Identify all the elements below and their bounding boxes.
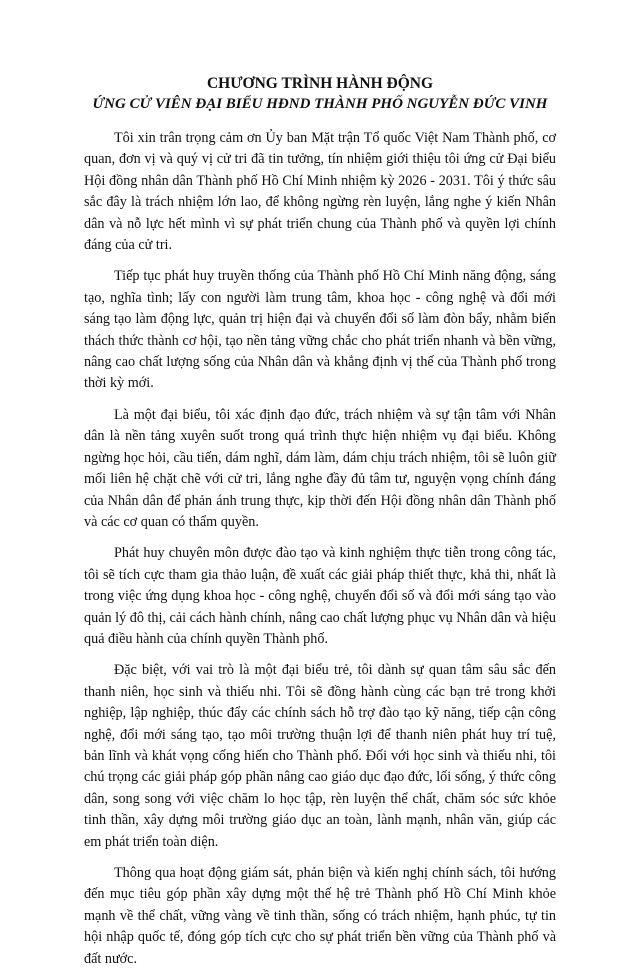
paragraph-3: Là một đại biểu, tôi xác định đạo đức, trách nhiệm và sự tận tâm với Nhân dân là nền tảng xuyên suốt trong quá trình thực hiện nhiệm vụ đại biểu. Không ngừng học hỏi, cầu tiến, dám nghĩ, dám làm, dám chịu trách nhiệm, tôi sẽ luôn giữ mối liên hệ chặt chẽ với cử tri, lắng nghe đầy đủ tâm tư, nguyện vọng chính đáng của Nhân dân để phản ánh trung thực, kịp thời đến Hội đồng nhân dân Thành phố và các cơ quan có thẩm quyền. [84,406,556,530]
document-title: CHƯƠNG TRÌNH HÀNH ĐỘNG [206,75,434,92]
paragraph-5: Đặc biệt, với vai trò là một đại biểu trẻ, tôi dành sự quan tâm sâu sắc đến thanh niên, học sinh và thiếu nhi. Tôi sẽ đồng hành cùng các bạn trẻ trong khởi nghiệp, lập nghiệp, thúc đẩy các chính sách hỗ trợ đào tạo kỹ năng, tiếp cận công nghệ, đổi mới sáng tạo, tạo môi trường thuận lợi để thanh niên phát huy trí tuệ, bản lĩnh và khát vọng cống hiến cho Thành phố. Đối với học sinh và thiếu nhi, tôi chú trọng các giải pháp góp phần nâng cao giáo dục đạo đức, lối sống, ý thức công dân, song song với việc chăm lo học tập, rèn luyện thể chất, chăm sóc sức khỏe tinh thần, xây dựng môi trường giáo dục an toàn, lành mạnh, nhân văn, giúp các em phát triển toàn diện. [84,662,556,850]
paragraph-1: Tôi xin trân trọng cảm ơn Ủy ban Mặt trận Tổ quốc Việt Nam Thành phố, cơ quan, đơn vị và quý vị cử tri đã tin tưởng, tín nhiệm giới thiệu tôi ứng cử Đại biểu Hội đồng nhân dân Thành phố Hồ Chí Minh nhiệm kỳ 2026 - 2031. Tôi ý thức sâu sắc đây là trách nhiệm lớn lao, để không ngừng rèn luyện, lắng nghe ý kiến Nhân dân và nỗ lực hết mình vì sự phát triển chung của Thành phố và quyền lợi chính đáng của cử tri. [84,130,556,254]
paragraph-4: Phát huy chuyên môn được đào tạo và kinh nghiệm thực tiễn trong công tác, tôi sẽ tích cực tham gia thảo luận, đề xuất các giải pháp thiết thực, khả thi, nhất là trong việc ứng dụng khoa học - công nghệ, chuyển đổi số và đổi mới sáng tạo vào quản lý đô thị, cải cách hành chính, nâng cao chất lượng phục vụ Nhân dân và hiệu quả điều hành của chính quyền Thành phố. [84,545,556,647]
document-subtitle: ỨNG CỬ VIÊN ĐẠI BIỂU HĐND THÀNH PHỐ NGUYỄN ĐỨC VINH [92,96,548,112]
paragraph-6: Thông qua hoạt động giám sát, phản biện và kiến nghị chính sách, tôi hướng đến mục tiêu góp phần xây dựng một thế hệ trẻ Thành phố Hồ Chí Minh khỏe mạnh về thể chất, vững vàng về tinh thần, sống có trách nhiệm, hạnh phúc, tự tin hội nhập quốc tế, đóng góp tích cực cho sự phát triển bền vững của Thành phố và đất nước. [84,865,556,967]
paragraph-2: Tiếp tục phát huy truyền thống của Thành phố Hồ Chí Minh năng động, sáng tạo, nghĩa tình; lấy con người làm trung tâm, khoa học - công nghệ và đổi mới sáng tạo làm động lực, quản trị hiện đại và chuyển đổi số làm đòn bẩy, nhằm biến thách thức thành cơ hội, tạo nền tảng vững chắc cho phát triển nhanh và bền vững, nâng cao chất lượng sống của Nhân dân và khẳng định vị thế của Thành phố trong thời kỳ mới. [84,268,556,392]
